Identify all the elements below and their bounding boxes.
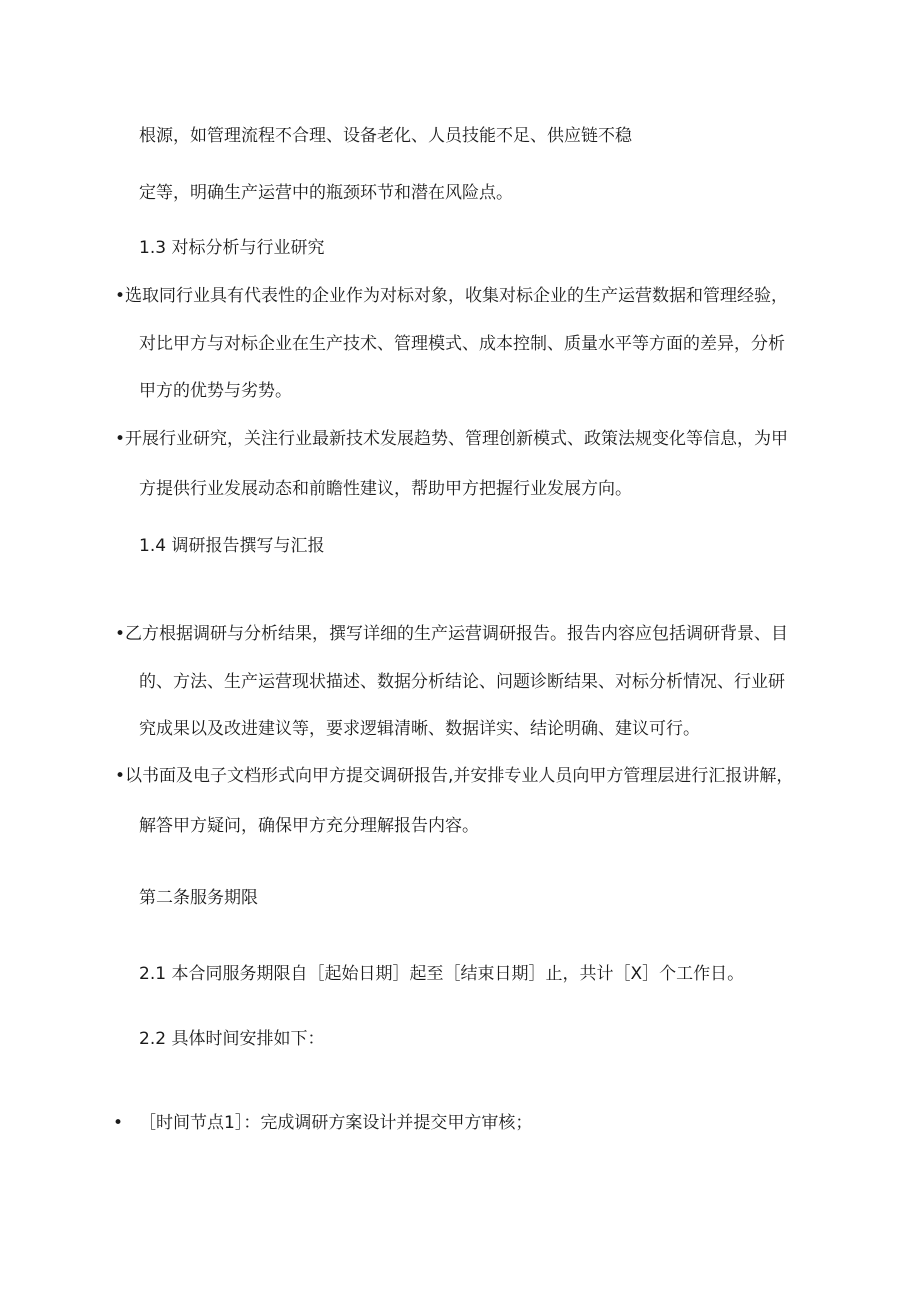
time-node-item: ［时间节点1］：完成调研方案设计并提交甲方审核； (139, 1113, 533, 1133)
bullet-line: •开展行业研究，关注行业最新技术发展趋势、管理创新模式、政策法规变化等信息，为甲 (115, 429, 789, 449)
bullet-continuation: 的、方法、生产运营现状描述、数据分析结论、问题诊断结果、对标分析情况、行业研 (139, 672, 785, 692)
bullet-icon: • (113, 1113, 124, 1133)
bullet-line: •乙方根据调研与分析结果，撰写详细的生产运营调研报告。报告内容应包括调研背景、目 (115, 624, 789, 644)
clause-2-1: 2.1 本合同服务期限自［起始日期］起至［结束日期］止，共计［X］个工作日。 (139, 964, 745, 984)
bullet-line: •选取同行业具有代表性的企业作为对标对象，收集对标企业的生产运营数据和管理经验， (115, 286, 789, 306)
clause-2-2: 2.2 具体时间安排如下： (139, 1029, 325, 1049)
article-heading: 第二条服务期限 (139, 888, 258, 908)
bullet-continuation: 方提供行业发展动态和前瞻性建议，帮助甲方把握行业发展方向。 (139, 479, 632, 499)
paragraph-line: 定等，明确生产运营中的瓶颈环节和潜在风险点。 (139, 183, 513, 203)
bullet-continuation: 甲方的优势与劣势。 (139, 381, 292, 401)
bullet-continuation: 对比甲方与对标企业在生产技术、管理模式、成本控制、质量水平等方面的差异，分析 (139, 334, 785, 354)
paragraph-line: 根源，如管理流程不合理、设备老化、人员技能不足、供应链不稳 (139, 126, 632, 146)
bullet-continuation: 解答甲方疑问，确保甲方充分理解报告内容。 (139, 816, 479, 836)
bullet-continuation: 究成果以及改进建议等，要求逻辑清晰、数据详实、结论明确、建议可行。 (139, 719, 700, 739)
section-heading-1-4: 1.4 调研报告撰写与汇报 (139, 536, 325, 556)
bullet-line: •以书面及电子文档形式向甲方提交调研报告,并安排专业人员向甲方管理层进行汇报讲解， (115, 766, 794, 786)
section-heading-1-3: 1.3 对标分析与行业研究 (139, 238, 325, 258)
